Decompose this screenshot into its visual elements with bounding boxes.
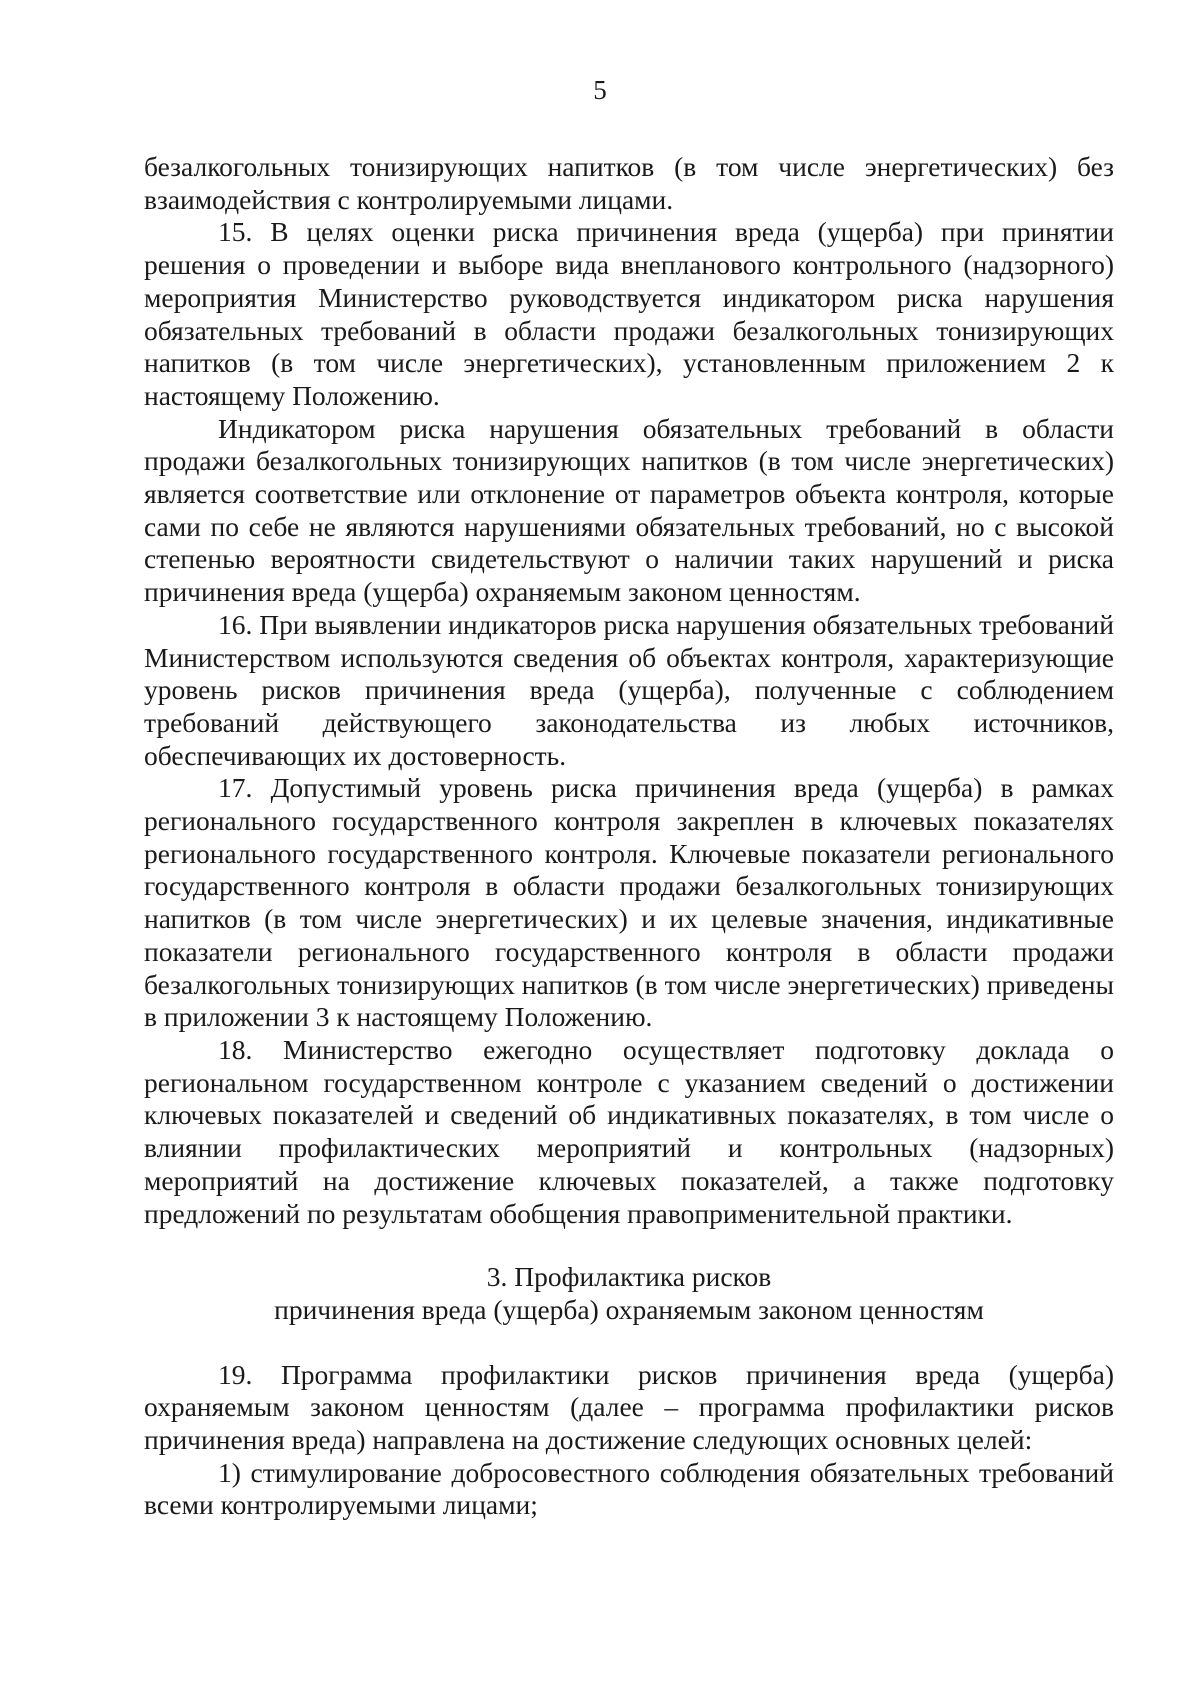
paragraph-18: 18. Министерство ежегодно осуществляет подготовку доклада о региональном государственном контроле с указанием сведений о достижении ключевых показателей и сведений об индикативных показателях, в том числе о влиянии профилактических мероприятий и контрольных (надзорных) мероприятий на достижение ключевых показателей, а также подготовку предложений по результатам обобщения правоприменительной практики. (144, 1033, 1114, 1229)
page-number: 5 (593, 75, 607, 105)
paragraphs-after-section (144, 1359, 1114, 1523)
paragraph-15: 15. В целях оценки риска причинения вреда (ущерба) при принятии решения о проведении и выборе вида внепланового контрольного (надзорного) мероприятия Министерство руководствуется индикатором риска нарушения обязательных требований в области продажи безалкогольных тонизирующих напитков (в том числе энергетических), установленным приложением 2 к настоящему Положению. (144, 216, 1114, 411)
paragraphs-before-section (144, 151, 1114, 1230)
paragraph-risk-indicator: Индикатором риска нарушения обязательных требований в области продажи безалкогольных тонизирующих напитков (в том числе энергетических) является соответствие или отклонение от параметров объекта контроля, которые сами по себе не являются нарушениями обязательных требований, но с высокой степенью вероятности свидетельствуют о наличии таких нарушений и риска причинения вреда (ущерба) охраняемым законом ценностям. (144, 412, 1114, 608)
paragraph-list-item-1: 1) стимулирование добросовестного соблюдения обязательных требований всеми контролируемыми лицами; (144, 1456, 1114, 1521)
document-body (144, 151, 1114, 1522)
paragraph-19: 19. Программа профилактики рисков причинения вреда (ущерба) охраняемым законом ценностям (далее – программа профилактики рисков причинения вреда) направлена на достижение следующих основных целей: (144, 1358, 1114, 1456)
section-heading (144, 1261, 1114, 1326)
paragraph: безалкогольных тонизирующих напитков (в том числе энергетических) без взаимодействия с контролируемыми лицами. (144, 151, 1114, 215)
section-heading-line-2: причинения вреда (ущерба) охраняемым законом ценностям (274, 1293, 984, 1325)
paragraph-16: 16. При выявлении индикаторов риска нарушения обязательных требований Министерством используются сведения об объектах контроля, характеризующие уровень рисков причинения вреда (ущерба), полученные с соблюдением требований действующего законодательства из любых источников, обеспечивающих их достоверность. (144, 608, 1114, 771)
section-heading-line-1: 3. Профилактика рисков (486, 1261, 772, 1293)
paragraph-17: 17. Допустимый уровень риска причинения вреда (ущерба) в рамках регионального государственного контроля закреплен в ключевых показателях регионального государственного контроля. Ключевые показатели регионального государственного контроля в области продажи безалкогольных тонизирующих напитков (в том числе энергетических) и их целевые значения, индикативные показатели регионального государственного контроля в области продажи безалкогольных тонизирующих напитков (в том числе энергетических) приведены в приложении 3 к настоящему Положению. (144, 772, 1114, 1033)
